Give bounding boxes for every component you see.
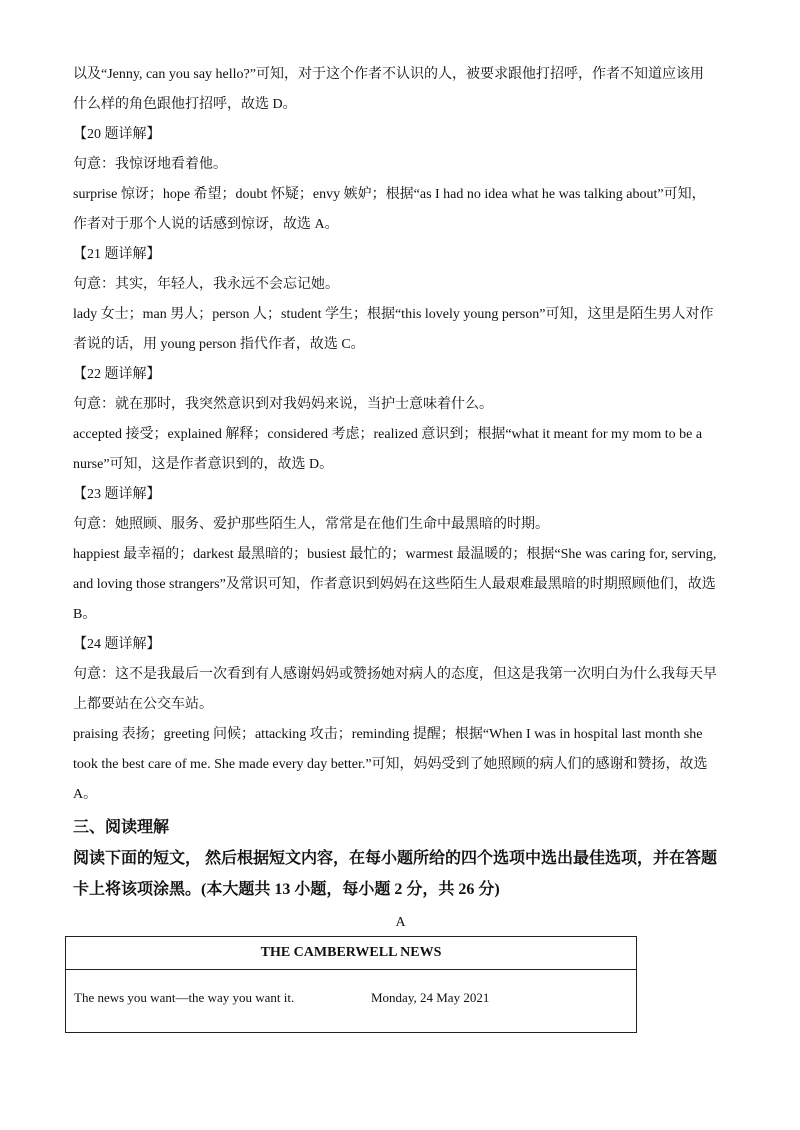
news-date: Monday, 24 May 2021: [371, 990, 490, 1005]
news-header-box: [65, 936, 637, 1033]
section-title: 三、阅读理解: [73, 819, 170, 836]
text-line: 作者对于那个人说的话感到惊讶，故选 A。: [73, 217, 339, 232]
text-line: 句意：我惊讶地看着他。: [73, 157, 227, 172]
news-title: THE CAMBERWELL NEWS: [66, 937, 636, 970]
text-line: A。: [73, 787, 98, 802]
text-line: 以及“Jenny, can you say hello?”可知，对于这个作者不认识的人，被要求跟他打招呼，作者不知道应该用: [73, 67, 704, 82]
text-line: nurse”可知，这是作者意识到的，故选 D。: [73, 457, 334, 472]
news-info-row: [66, 970, 636, 1032]
text-line: 上都要站在公交车站。: [73, 697, 213, 712]
text-line: surprise 惊讶；hope 希望；doubt 怀疑；envy 嫉妒；根据“as I had no idea what he was talking about”可知，: [73, 187, 706, 202]
text-line: 句意：这不是我最后一次看到有人感谢妈妈或赞扬她对病人的态度，但这是我第一次明白为什么我每天早: [73, 667, 717, 682]
passage-label: A: [395, 915, 406, 930]
text-line: 【22 题详解】: [73, 367, 161, 382]
explanation-text: [73, 60, 723, 810]
text-line: and loving those strangers”及常识可知，作者意识到妈妈在这些陌生人最艰难最黑暗的时期照顾他们，故选: [73, 577, 716, 592]
text-line: 【20 题详解】: [73, 127, 161, 142]
text-line: 句意：就在那时，我突然意识到对我妈妈来说，当护士意味着什么。: [73, 397, 493, 412]
text-line: took the best care of me. She made every day better.”可知，妈妈受到了她照顾的病人们的感谢和赞扬，故选: [73, 757, 708, 772]
text-line: 【24 题详解】: [73, 637, 161, 652]
news-tagline: The news you want—the way you want it.: [74, 990, 295, 1005]
text-line: lady 女士；man 男人；person 人；student 学生；根据“this lovely young person”可知，这里是陌生男人对作: [73, 307, 714, 322]
instruction-line-1: 阅读下面的短文， 然后根据短文内容，在每小题所给的四个选项中选出最佳选项，并在答题: [73, 850, 718, 867]
text-line: 【21 题详解】: [73, 247, 161, 262]
text-line: B。: [73, 607, 97, 622]
instruction-line-2: 卡上将该项涂黑。(本大题共 13 小题，每小题 2 分，共 26 分): [73, 881, 500, 898]
text-line: 【23 题详解】: [73, 487, 161, 502]
text-line: 者说的话，用 young person 指代作者，故选 C。: [73, 337, 365, 352]
text-line: 什么样的角色跟他打招呼，故选 D。: [73, 97, 297, 112]
text-line: 句意：其实，年轻人，我永远不会忘记她。: [73, 277, 339, 292]
text-line: praising 表扬；greeting 问候；attacking 攻击；reminding 提醒；根据“When I was in hospital last month she: [73, 727, 703, 742]
text-line: accepted 接受；explained 解释；considered 考虑；realized 意识到；根据“what it meant for my mom to be a: [73, 427, 703, 442]
text-line: 句意：她照顾、服务、爱护那些陌生人，常常是在他们生命中最黑暗的时期。: [73, 517, 549, 532]
document-body: [73, 60, 723, 938]
text-line: happiest 最幸福的；darkest 最黑暗的；busiest 最忙的；warmest 最温暖的；根据“She was caring for, serving,: [73, 547, 717, 562]
